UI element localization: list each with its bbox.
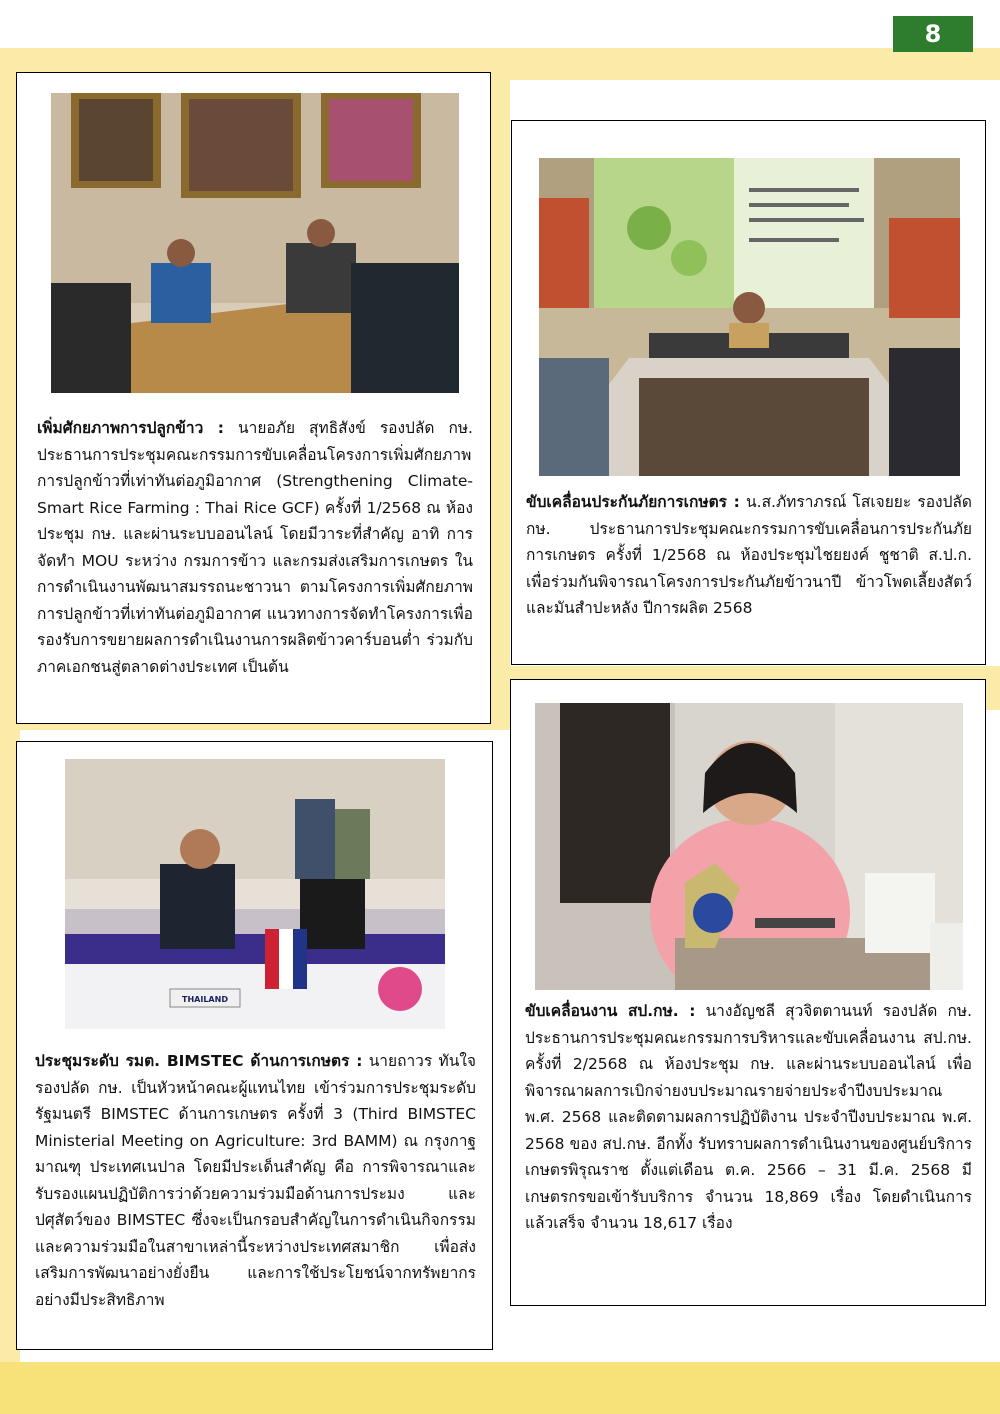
article-text-bimstec [35,1048,476,1313]
article-card-ops [510,679,986,1306]
flag-label-thailand: THAILAND [182,995,228,1004]
article-body: นางอัญชลี สุวจิตตานนท์ รองปลัด กษ. ประธานการประชุมคณะกรรมการบริหารและขับเคลื่อนงาน สป.กษ. ครั้งที่ 2/2568 ณ ห้องประชุม กษ. และผ่านระบบออนไลน์ เพื่อพิจารณาผลการเบิกจ่ายงบประมาณรายจ่ายประจำปีงบประมาณ พ.ศ. 2568 และติดตามผลการปฏิบัติงาน ประจำปีงบประมาณ พ.ศ. 2568 ของ สป.กษ. อีกทั้ง รับทราบผลการดำเนินงานของศูนย์บริการเกษตรพิรุณราช ตั้งแต่เดือน ต.ค. 2566 – 31 มี.ค. 2568 มีเกษตรกรขอเข้ารับบริการ จำนวน 18,869 เรื่อง โดยดำเนินการแล้วเสร็จ จำนวน 18,617 เรื่อง [525,1002,972,1232]
article-card-rice [16,72,491,724]
article-title: ขับเคลื่อนงาน สป.กษ. : [525,1002,696,1020]
page-number: 8 [893,16,973,52]
photo-bimstec-meeting [65,759,445,1029]
article-title: เพิ่มศักยภาพการปลูกข้าว : [37,419,225,437]
article-card-bimstec [16,741,493,1350]
article-text-rice [37,415,473,680]
article-title: ประชุมระดับ รมต. BIMSTEC ด้านการเกษตร : [35,1052,363,1070]
footer-band [0,1362,1000,1414]
photo-rice-meeting [51,93,459,393]
article-body: นายอภัย สุทธิสังข์ รองปลัด กษ. ประธานการประชุมคณะกรรมการขับเคลื่อนโครงการเพิ่มศักยภาพการปลูกข้าวที่เท่าทันต่อภูมิอากาศ (Strengthening Climate-Smart Rice Farming : Thai Rice GCF) ครั้งที่ 1/2568 ณ ห้องประชุม กษ. และผ่านระบบออนไลน์ โดยมีวาระที่สำคัญ อาทิ การจัดทำ MOU ระหว่าง กรมการข้าว และกรมส่งเสริมการเกษตร ในการดำเนินงานพัฒนาสมรรถนะชาวนา ตามโครงการเพิ่มศักยภาพการปลูกข้าวที่เท่าทันต่อภูมิอากาศ แนวทางการจัดทำโครงการเพื่อรองรับการขยายผลการดำเนินงานการผลิตข้าวคาร์บอนต่ำ ร่วมกับภาคเอกชนสู่ตลาดต่างประเทศ เป็นต้น [37,419,473,676]
photo-ops-meeting [535,703,963,990]
article-card-insurance [511,120,986,665]
article-text-insurance [526,489,972,622]
article-title: ขับเคลื่อนประกันภัยการเกษตร : [526,493,740,511]
article-body: น.ส.ภัทราภรณ์ โสเจยยะ รองปลัด กษ. ประธานการประชุมคณะกรรมการขับเคลื่อนการประกันภัยการเกษตร ครั้งที่ 1/2568 ณ ห้องประชุมไชยยงค์ ชูชาติ ส.ป.ก. เพื่อร่วมกันพิจารณาโครงการประกันภัยข้าวนาปี ข้าวโพดเลี้ยงสัตว์ และมันสำปะหลัง ปีการผลิต 2568 [526,493,972,617]
article-text-ops [525,998,972,1237]
article-body: นายถาวร ทันใจ รองปลัด กษ. เป็นหัวหน้าคณะผู้แทนไทย เข้าร่วมการประชุมระดับรัฐมนตรี BIMSTEC ด้านการเกษตร ครั้งที่ 3 (Third BIMSTEC Ministerial Meeting on Agriculture: 3rd BAMM) ณ กรุงกาฐมาณฑุ ประเทศเนปาล โดยมีประเด็นสำคัญ คือ การพิจารณาและรับรองแผนปฏิบัติการว่าด้วยความร่วมมือด้านการประมง และปศุสัตว์ของ BIMSTEC ซึ่งจะเป็นกรอบสำคัญในการดำเนินกิจกรรมและความร่วมมือในสาขาเหล่านี้ระหว่างประเทศสมาชิก เพื่อส่งเสริมการพัฒนาอย่างยั่งยืน และการใช้ประโยชน์จากทรัพยากรอย่างมีประสิทธิภาพ [35,1052,476,1309]
photo-insurance-meeting [539,158,960,476]
